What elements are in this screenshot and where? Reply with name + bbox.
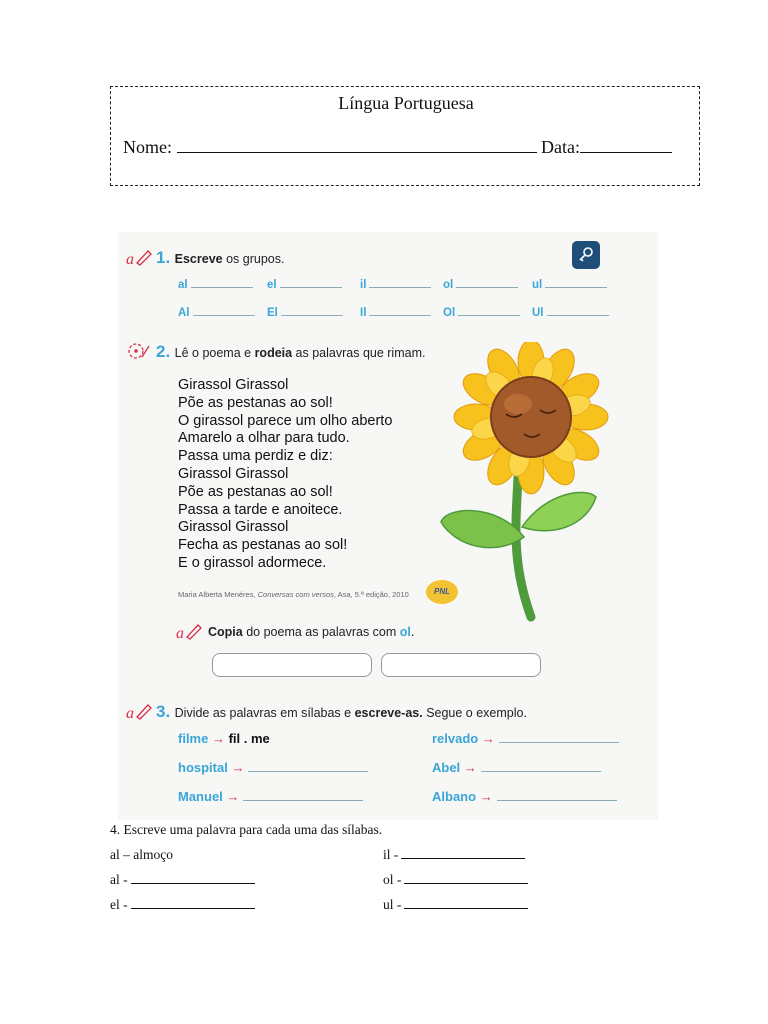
exercise-4-ul: ul - [383,897,528,913]
group-al: al [178,279,253,291]
exercise-4-title: 4. Escreve uma palavra para cada uma das sílabas. [110,822,383,837]
circle-target-icon [126,342,152,360]
syllable-relvado: relvado → [432,731,619,746]
group-El: El [267,307,343,319]
name-field[interactable] [177,138,537,153]
exercise-3-heading: 3. Divide as palavras em sílabas e escreve-as. Segue o exemplo. [156,702,527,721]
syllable-manuel: Manuel → [178,789,363,804]
sunflower-illustration [436,342,626,622]
exercise-4-example: al – almoço [110,847,173,862]
exercise-4-il: il - [383,847,525,863]
group-il: il [360,279,431,291]
key-icon [572,241,600,269]
svg-text:a: a [126,251,134,266]
pnl-badge: PNL [426,580,458,604]
poem-line: Passa a tarde e anoitece. [178,501,343,518]
syllable-hospital: hospital → [178,760,368,775]
poem-line: Girassol Girassol [178,465,289,482]
syllable-example: filme → fil . me [178,731,270,746]
exercise-4-al: al - [110,872,255,888]
poem-line: Girassol Girassol [178,377,289,393]
poem-line: O girassol parece um olho aberto [178,412,393,429]
exercise-1-heading [156,248,284,268]
svg-text:a: a [176,625,184,640]
page-title: Língua Portuguesa [338,93,474,113]
poem [178,377,392,573]
poem-line: Fecha as pestanas ao sol! [178,537,348,554]
exercise-2-heading: 2. Lê o poema e rodeia as palavras que rimam. [156,342,426,361]
poem-citation: Maria Alberta Menéres, Conversas com versos, Asa, 5.ª edição, 2010 [178,590,409,599]
group-Ul: Ul [532,307,609,319]
group-ul: ul [532,279,607,291]
header-box [110,86,700,186]
exercise-3-number: 3. [156,702,171,721]
copy-instruction: Copia do poema as palavras com ol. [208,625,415,639]
poem-line: Põe as pestanas ao sol! [178,394,333,411]
workbook-page [118,232,658,820]
group-Il: Il [360,307,431,319]
group-el: el [267,279,342,291]
writing-pencil-icon [126,702,152,720]
poem-line: E o girassol adormece. [178,554,327,571]
group-ol: ol [443,279,518,291]
writing-pencil-icon [176,622,202,640]
group-Al: Al [178,307,255,319]
exercise-4-el: el - [110,897,255,913]
name-date-line [123,137,672,158]
writing-pencil-icon [126,248,152,266]
name-label: Nome: [123,137,172,157]
poem-line: Girassol Girassol [178,519,289,536]
poem-line: Amarelo a olhar para tudo. [178,430,350,447]
exercise-4-ol: ol - [383,872,528,888]
svg-text:a: a [126,705,134,720]
group-Ol: Ol [443,307,520,319]
ex1-bold: Escreve [174,252,223,266]
date-field[interactable] [580,138,672,153]
ex1-rest: os grupos. [222,252,285,266]
exercise-2-number: 2. [156,342,171,361]
exercise-1-number: 1. [156,248,171,267]
poem-line: Passa uma perdiz e diz: [178,448,333,465]
answer-key-button[interactable] [572,241,600,269]
date-label: Data: [541,137,580,157]
copy-answer-box-1[interactable] [212,653,372,677]
copy-answer-box-2[interactable] [381,653,541,677]
syllable-albano: Albano → [432,789,617,804]
poem-line: Põe as pestanas ao sol! [178,483,333,500]
syllable-abel: Abel → [432,760,601,775]
